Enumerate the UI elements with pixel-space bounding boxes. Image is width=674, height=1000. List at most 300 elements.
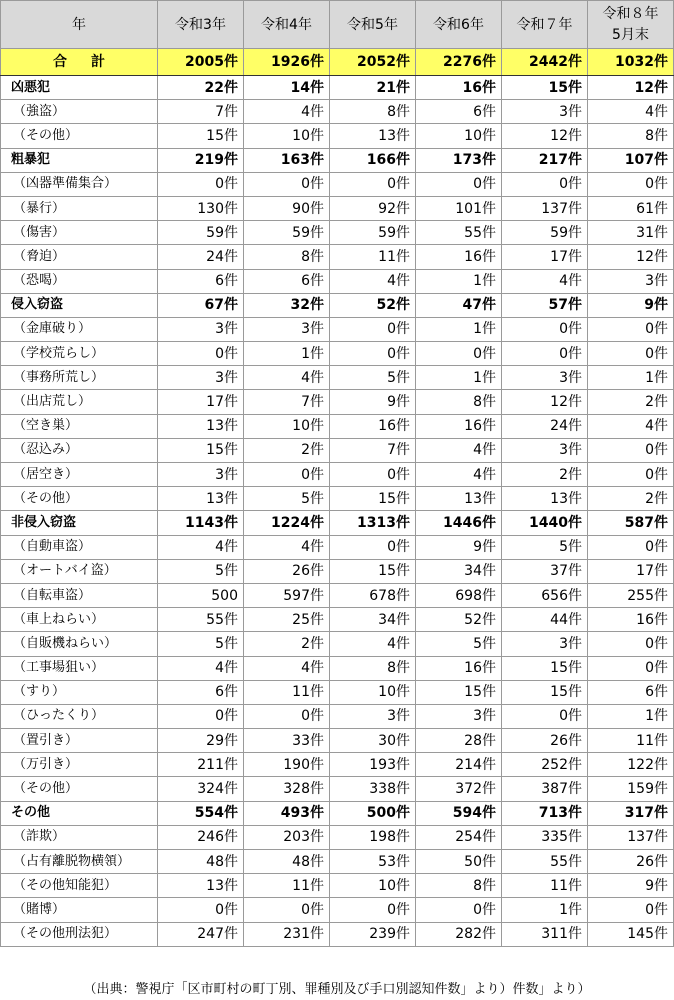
subcategory-value: 231件 [244, 922, 330, 946]
subcategory-label: （すり） [1, 680, 158, 704]
subcategory-value: 0件 [244, 704, 330, 728]
subcategory-value: 0件 [416, 172, 502, 196]
subcategory-value: 698件 [416, 583, 502, 607]
subcategory-value: 0件 [588, 317, 674, 341]
category-value: 317件 [588, 801, 674, 825]
subcategory-value: 59件 [502, 221, 588, 245]
subcategory-value: 53件 [330, 850, 416, 874]
subcategory-row [1, 414, 674, 438]
subcategory-value: 16件 [416, 656, 502, 680]
subcategory-value: 3件 [158, 366, 244, 390]
category-row [1, 801, 674, 825]
header-year: 令和5年 [330, 1, 416, 49]
subcategory-row [1, 656, 674, 680]
subcategory-row [1, 608, 674, 632]
subcategory-value: 0件 [158, 172, 244, 196]
subcategory-value: 24件 [158, 245, 244, 269]
subcategory-value: 239件 [330, 922, 416, 946]
category-value: 57件 [502, 293, 588, 317]
subcategory-value: 4件 [588, 414, 674, 438]
subcategory-value: 10件 [330, 874, 416, 898]
category-value: 22件 [158, 76, 244, 100]
subcategory-value: 13件 [158, 487, 244, 511]
total-label: 合計 [1, 49, 158, 76]
subcategory-value: 9件 [416, 535, 502, 559]
subcategory-row [1, 680, 674, 704]
subcategory-value: 5件 [158, 559, 244, 583]
subcategory-value: 5件 [502, 535, 588, 559]
category-value: 1224件 [244, 511, 330, 535]
subcategory-row [1, 874, 674, 898]
subcategory-value: 26件 [588, 850, 674, 874]
subcategory-row [1, 898, 674, 922]
category-value: 12件 [588, 76, 674, 100]
subcategory-label: （その他） [1, 777, 158, 801]
subcategory-value: 656件 [502, 583, 588, 607]
subcategory-label: （居空き） [1, 463, 158, 487]
subcategory-value: 597件 [244, 583, 330, 607]
subcategory-value: 0件 [158, 704, 244, 728]
category-value: 16件 [416, 76, 502, 100]
subcategory-value: 2件 [588, 487, 674, 511]
subcategory-value: 311件 [502, 922, 588, 946]
subcategory-label: （その他刑法犯） [1, 922, 158, 946]
subcategory-value: 3件 [502, 100, 588, 124]
subcategory-value: 52件 [416, 608, 502, 632]
category-value: 713件 [502, 801, 588, 825]
subcategory-value: 11件 [588, 729, 674, 753]
subcategory-row [1, 704, 674, 728]
category-value: 47件 [416, 293, 502, 317]
subcategory-row [1, 753, 674, 777]
subcategory-value: 50件 [416, 850, 502, 874]
subcategory-value: 282件 [416, 922, 502, 946]
subcategory-value: 214件 [416, 753, 502, 777]
subcategory-value: 255件 [588, 583, 674, 607]
subcategory-label: （ひったくり） [1, 704, 158, 728]
subcategory-value: 4件 [244, 656, 330, 680]
subcategory-value: 1件 [502, 898, 588, 922]
category-value: 1440件 [502, 511, 588, 535]
subcategory-label: （自転車盗） [1, 583, 158, 607]
subcategory-value: 10件 [244, 124, 330, 148]
subcategory-row [1, 317, 674, 341]
subcategory-value: 4件 [330, 269, 416, 293]
subcategory-value: 3件 [158, 317, 244, 341]
subcategory-value: 0件 [588, 898, 674, 922]
category-value: 594件 [416, 801, 502, 825]
subcategory-value: 16件 [416, 245, 502, 269]
subcategory-value: 0件 [502, 172, 588, 196]
subcategory-value: 1件 [416, 269, 502, 293]
subcategory-value: 0件 [330, 317, 416, 341]
category-label: 侵入窃盗 [1, 293, 158, 317]
subcategory-value: 37件 [502, 559, 588, 583]
category-value: 1313件 [330, 511, 416, 535]
subcategory-value: 203件 [244, 825, 330, 849]
subcategory-value: 2件 [244, 438, 330, 462]
subcategory-value: 145件 [588, 922, 674, 946]
subcategory-value: 6件 [244, 269, 330, 293]
subcategory-value: 0件 [158, 898, 244, 922]
subcategory-value: 55件 [158, 608, 244, 632]
subcategory-row [1, 100, 674, 124]
subcategory-value: 190件 [244, 753, 330, 777]
subcategory-value: 13件 [502, 487, 588, 511]
category-value: 21件 [330, 76, 416, 100]
subcategory-value: 0件 [330, 463, 416, 487]
subcategory-value: 0件 [502, 704, 588, 728]
subcategory-value: 92件 [330, 196, 416, 220]
subcategory-value: 3件 [330, 704, 416, 728]
total-value: 2276件 [416, 49, 502, 76]
subcategory-value: 500 [158, 583, 244, 607]
subcategory-label: （出店荒し） [1, 390, 158, 414]
subcategory-value: 15件 [416, 680, 502, 704]
subcategory-row [1, 729, 674, 753]
subcategory-value: 5件 [416, 632, 502, 656]
subcategory-row [1, 390, 674, 414]
category-value: 14件 [244, 76, 330, 100]
subcategory-row [1, 850, 674, 874]
subcategory-value: 193件 [330, 753, 416, 777]
subcategory-label: （忍込み） [1, 438, 158, 462]
subcategory-value: 15件 [330, 487, 416, 511]
subcategory-value: 10件 [244, 414, 330, 438]
category-value: 1446件 [416, 511, 502, 535]
subcategory-value: 0件 [416, 342, 502, 366]
subcategory-value: 130件 [158, 196, 244, 220]
subcategory-value: 8件 [588, 124, 674, 148]
subcategory-label: （自動車盗） [1, 535, 158, 559]
subcategory-value: 44件 [502, 608, 588, 632]
total-row [1, 49, 674, 76]
category-value: 500件 [330, 801, 416, 825]
subcategory-value: 2件 [502, 463, 588, 487]
subcategory-value: 15件 [502, 656, 588, 680]
subcategory-row [1, 922, 674, 946]
category-row [1, 511, 674, 535]
subcategory-value: 8件 [244, 245, 330, 269]
subcategory-value: 0件 [158, 342, 244, 366]
subcategory-label: （その他） [1, 124, 158, 148]
header-year-latest-line2: 5月末 [612, 26, 649, 43]
subcategory-value: 1件 [416, 366, 502, 390]
subcategory-value: 17件 [158, 390, 244, 414]
subcategory-value: 0件 [588, 172, 674, 196]
subcategory-value: 5件 [330, 366, 416, 390]
category-label: 凶悪犯 [1, 76, 158, 100]
subcategory-row [1, 535, 674, 559]
subcategory-value: 0件 [330, 898, 416, 922]
subcategory-value: 1件 [244, 342, 330, 366]
subcategory-value: 8件 [330, 100, 416, 124]
subcategory-value: 0件 [244, 463, 330, 487]
subcategory-value: 4件 [588, 100, 674, 124]
subcategory-value: 8件 [416, 874, 502, 898]
subcategory-value: 4件 [244, 535, 330, 559]
header-year: 令和７年 [502, 1, 588, 49]
category-row [1, 76, 674, 100]
header-year-latest-line1: 令和８年 [602, 5, 659, 22]
subcategory-value: 90件 [244, 196, 330, 220]
subcategory-row [1, 559, 674, 583]
subcategory-value: 4件 [158, 656, 244, 680]
subcategory-value: 247件 [158, 922, 244, 946]
subcategory-row [1, 221, 674, 245]
total-value: 1032件 [588, 49, 674, 76]
subcategory-row [1, 342, 674, 366]
header-year-label: 年 [1, 1, 158, 49]
subcategory-value: 26件 [244, 559, 330, 583]
subcategory-value: 0件 [588, 632, 674, 656]
subcategory-value: 11件 [244, 874, 330, 898]
subcategory-label: （暴行） [1, 196, 158, 220]
header-year: 令和4年 [244, 1, 330, 49]
category-label: 粗暴犯 [1, 148, 158, 172]
subcategory-value: 4件 [416, 463, 502, 487]
subcategory-value: 4件 [330, 632, 416, 656]
subcategory-value: 17件 [588, 559, 674, 583]
subcategory-label: （万引き） [1, 753, 158, 777]
subcategory-value: 335件 [502, 825, 588, 849]
subcategory-row [1, 245, 674, 269]
total-value: 2052件 [330, 49, 416, 76]
subcategory-value: 48件 [158, 850, 244, 874]
subcategory-value: 6件 [588, 680, 674, 704]
subcategory-value: 7件 [330, 438, 416, 462]
source-note: （出典：警視庁「区市町村の町丁別、罪種別及び手口別認知件数」より）件数」より） [83, 982, 591, 997]
subcategory-value: 9件 [588, 874, 674, 898]
subcategory-value: 15件 [502, 680, 588, 704]
subcategory-row [1, 777, 674, 801]
category-value: 554件 [158, 801, 244, 825]
category-value: 219件 [158, 148, 244, 172]
subcategory-label: （詐欺） [1, 825, 158, 849]
subcategory-value: 11件 [330, 245, 416, 269]
header-row [1, 1, 674, 49]
subcategory-value: 12件 [502, 124, 588, 148]
header-year-latest [588, 1, 674, 49]
subcategory-value: 0件 [588, 342, 674, 366]
subcategory-value: 10件 [330, 680, 416, 704]
category-value: 587件 [588, 511, 674, 535]
subcategory-row [1, 463, 674, 487]
category-value: 163件 [244, 148, 330, 172]
category-value: 67件 [158, 293, 244, 317]
subcategory-value: 11件 [502, 874, 588, 898]
subcategory-value: 137件 [588, 825, 674, 849]
subcategory-label: （その他） [1, 487, 158, 511]
subcategory-label: （その他知能犯） [1, 874, 158, 898]
subcategory-value: 3件 [158, 463, 244, 487]
subcategory-value: 12件 [588, 245, 674, 269]
subcategory-value: 31件 [588, 221, 674, 245]
subcategory-value: 3件 [502, 632, 588, 656]
subcategory-value: 8件 [416, 390, 502, 414]
subcategory-value: 25件 [244, 608, 330, 632]
subcategory-value: 0件 [588, 656, 674, 680]
total-value: 2442件 [502, 49, 588, 76]
subcategory-value: 9件 [330, 390, 416, 414]
category-value: 173件 [416, 148, 502, 172]
category-value: 107件 [588, 148, 674, 172]
category-value: 217件 [502, 148, 588, 172]
subcategory-value: 0件 [588, 438, 674, 462]
subcategory-row [1, 825, 674, 849]
subcategory-value: 3件 [588, 269, 674, 293]
subcategory-value: 4件 [244, 366, 330, 390]
subcategory-value: 122件 [588, 753, 674, 777]
subcategory-value: 48件 [244, 850, 330, 874]
subcategory-value: 17件 [502, 245, 588, 269]
subcategory-row [1, 583, 674, 607]
subcategory-value: 372件 [416, 777, 502, 801]
subcategory-value: 5件 [158, 632, 244, 656]
total-value: 1926件 [244, 49, 330, 76]
subcategory-value: 4件 [502, 269, 588, 293]
subcategory-value: 254件 [416, 825, 502, 849]
subcategory-value: 28件 [416, 729, 502, 753]
subcategory-value: 33件 [244, 729, 330, 753]
subcategory-label: （学校荒らし） [1, 342, 158, 366]
subcategory-value: 0件 [502, 342, 588, 366]
subcategory-row [1, 438, 674, 462]
category-value: 9件 [588, 293, 674, 317]
category-value: 52件 [330, 293, 416, 317]
subcategory-label: （金庫破り） [1, 317, 158, 341]
subcategory-value: 59件 [244, 221, 330, 245]
subcategory-value: 0件 [244, 898, 330, 922]
subcategory-value: 5件 [244, 487, 330, 511]
category-row [1, 148, 674, 172]
subcategory-value: 198件 [330, 825, 416, 849]
category-value: 32件 [244, 293, 330, 317]
subcategory-label: （賭博） [1, 898, 158, 922]
subcategory-value: 0件 [588, 535, 674, 559]
category-value: 166件 [330, 148, 416, 172]
subcategory-value: 15件 [330, 559, 416, 583]
subcategory-value: 0件 [330, 535, 416, 559]
subcategory-value: 1件 [588, 704, 674, 728]
subcategory-value: 13件 [330, 124, 416, 148]
subcategory-value: 328件 [244, 777, 330, 801]
subcategory-label: （占有離脱物横領） [1, 850, 158, 874]
subcategory-label: （凶器準備集合） [1, 172, 158, 196]
subcategory-value: 6件 [416, 100, 502, 124]
subcategory-label: （脅迫） [1, 245, 158, 269]
header-year: 令和3年 [158, 1, 244, 49]
subcategory-row [1, 487, 674, 511]
subcategory-value: 16件 [416, 414, 502, 438]
subcategory-value: 34件 [330, 608, 416, 632]
subcategory-row [1, 172, 674, 196]
subcategory-value: 16件 [330, 414, 416, 438]
subcategory-value: 34件 [416, 559, 502, 583]
subcategory-value: 13件 [158, 874, 244, 898]
subcategory-value: 211件 [158, 753, 244, 777]
subcategory-value: 10件 [416, 124, 502, 148]
subcategory-value: 387件 [502, 777, 588, 801]
subcategory-value: 137件 [502, 196, 588, 220]
subcategory-value: 7件 [244, 390, 330, 414]
subcategory-value: 4件 [416, 438, 502, 462]
subcategory-label: （事務所荒し） [1, 366, 158, 390]
subcategory-value: 0件 [588, 463, 674, 487]
subcategory-value: 324件 [158, 777, 244, 801]
subcategory-value: 29件 [158, 729, 244, 753]
subcategory-label: （強盗） [1, 100, 158, 124]
subcategory-value: 7件 [158, 100, 244, 124]
header-year: 令和6年 [416, 1, 502, 49]
category-value: 1143件 [158, 511, 244, 535]
subcategory-value: 15件 [158, 124, 244, 148]
subcategory-label: （置引き） [1, 729, 158, 753]
subcategory-value: 13件 [158, 414, 244, 438]
subcategory-label: （車上ねらい） [1, 608, 158, 632]
subcategory-label: （傷害） [1, 221, 158, 245]
subcategory-value: 1件 [588, 366, 674, 390]
subcategory-row [1, 366, 674, 390]
category-label: その他 [1, 801, 158, 825]
subcategory-value: 338件 [330, 777, 416, 801]
subcategory-row [1, 196, 674, 220]
subcategory-value: 246件 [158, 825, 244, 849]
total-value: 2005件 [158, 49, 244, 76]
subcategory-row [1, 124, 674, 148]
subcategory-value: 13件 [416, 487, 502, 511]
subcategory-value: 1件 [416, 317, 502, 341]
subcategory-value: 2件 [244, 632, 330, 656]
subcategory-value: 8件 [330, 656, 416, 680]
subcategory-label: （工事場狙い） [1, 656, 158, 680]
subcategory-value: 26件 [502, 729, 588, 753]
subcategory-value: 6件 [158, 680, 244, 704]
subcategory-label: （恐喝） [1, 269, 158, 293]
subcategory-value: 3件 [502, 366, 588, 390]
subcategory-row [1, 269, 674, 293]
subcategory-value: 0件 [416, 898, 502, 922]
subcategory-value: 252件 [502, 753, 588, 777]
subcategory-row [1, 632, 674, 656]
subcategory-label: （オートバイ盗） [1, 559, 158, 583]
subcategory-value: 11件 [244, 680, 330, 704]
subcategory-value: 3件 [502, 438, 588, 462]
subcategory-value: 59件 [158, 221, 244, 245]
subcategory-label: （空き巣） [1, 414, 158, 438]
subcategory-value: 6件 [158, 269, 244, 293]
subcategory-value: 61件 [588, 196, 674, 220]
subcategory-value: 0件 [330, 342, 416, 366]
subcategory-value: 159件 [588, 777, 674, 801]
category-value: 15件 [502, 76, 588, 100]
subcategory-value: 55件 [502, 850, 588, 874]
category-value: 493件 [244, 801, 330, 825]
subcategory-value: 101件 [416, 196, 502, 220]
subcategory-value: 2件 [588, 390, 674, 414]
subcategory-value: 0件 [502, 317, 588, 341]
subcategory-value: 3件 [416, 704, 502, 728]
subcategory-value: 678件 [330, 583, 416, 607]
subcategory-value: 30件 [330, 729, 416, 753]
subcategory-value: 4件 [244, 100, 330, 124]
category-label: 非侵入窃盗 [1, 511, 158, 535]
category-row [1, 293, 674, 317]
subcategory-value: 16件 [588, 608, 674, 632]
subcategory-value: 4件 [158, 535, 244, 559]
subcategory-value: 15件 [158, 438, 244, 462]
subcategory-value: 24件 [502, 414, 588, 438]
